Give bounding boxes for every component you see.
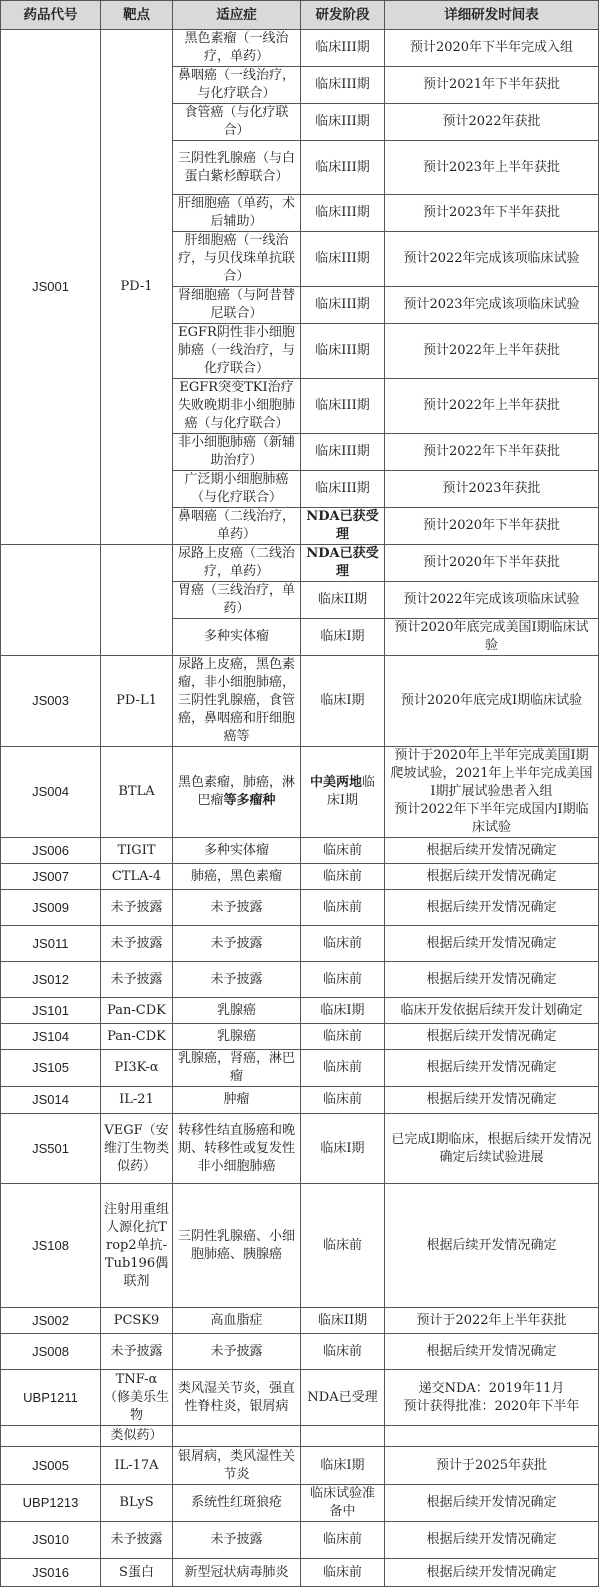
drug-code-cell: JS101 [1, 998, 101, 1024]
phase-cell: 临床III期 [301, 141, 385, 195]
phase-cell: NDA已受理 [301, 1370, 385, 1426]
target-cell: 类似药） [101, 1426, 173, 1447]
drug-code-cell: JS016 [1, 1559, 101, 1587]
timeline-line: 递交NDA：2019年11月 [418, 1380, 565, 1396]
timeline-cell: 预计2020年底完成美国I期临床试验 [385, 619, 599, 656]
target-cell: 未予披露 [101, 962, 173, 998]
timeline-cell: 预计2022年完成该项临床试验 [385, 232, 599, 287]
drug-code-cell: JS006 [1, 838, 101, 864]
timeline-cell [385, 1426, 599, 1447]
timeline-cell: 预计2022年下半年获批 [385, 434, 599, 471]
phase-cell: 临床III期 [301, 67, 385, 104]
target-cell: CTLA-4 [101, 864, 173, 890]
table-row [1, 1024, 599, 1050]
target-cell: 未予披露 [101, 1522, 173, 1559]
phase-cell: 临床II期 [301, 582, 385, 619]
timeline-cell: 预计2023年获批 [385, 471, 599, 508]
drug-code-cell: UBP1211 [1, 1370, 101, 1426]
phase-cell: 临床前 [301, 1559, 385, 1587]
header-drug-code: 药品代号 [1, 1, 101, 30]
timeline-cell: 预计2023年完成该项临床试验 [385, 287, 599, 324]
indication-cell: 肾细胞癌（与阿昔替尼联合） [173, 287, 301, 324]
target-cell: IL-21 [101, 1087, 173, 1114]
timeline-cell: 预计2020年底完成I期临床试验 [385, 656, 599, 747]
target-cell: BLyS [101, 1485, 173, 1522]
timeline-cell: 已完成I期临床，根据后续开发情况确定后续试验进展 [385, 1114, 599, 1184]
timeline-cell: 预计2022年上半年获批 [385, 379, 599, 434]
indication-cell: EGFR突变TKI治疗失败晚期非小细胞肺癌（与化疗联合） [173, 379, 301, 434]
header-target: 靶点 [101, 1, 173, 30]
timeline-cell: 预计于2025年获批 [385, 1447, 599, 1485]
drug-code-cell: JS108 [1, 1184, 101, 1308]
timeline-line: 预计于2020年上半年完成美国I期爬坡试验，2021年上半年完成美国I期扩展试验患者入组 [390, 748, 593, 799]
timeline-cell: 根据后续开发情况确定 [385, 864, 599, 890]
header-indication: 适应症 [173, 1, 301, 30]
target-cell: VEGF（安维汀生物类似药） [101, 1114, 173, 1184]
indication-cell: 尿路上皮癌，黑色素瘤，非小细胞肺癌，三阴性乳腺癌，食管癌，鼻咽癌和肝细胞癌等 [173, 656, 301, 747]
drug-code-cell: JS008 [1, 1334, 101, 1370]
indication-cell: 未予披露 [173, 1522, 301, 1559]
indication-cell: 肿瘤 [173, 1087, 301, 1114]
phase-cell: 临床前 [301, 864, 385, 890]
indication-cell: 三阴性乳腺癌、小细胞肺癌、胰腺癌 [173, 1184, 301, 1308]
timeline-cell: 根据后续开发情况确定 [385, 1024, 599, 1050]
phase-cell: 临床III期 [301, 30, 385, 67]
target-cell: BTLA [101, 747, 173, 838]
phase-cell: 临床III期 [301, 324, 385, 379]
target-cell: TNF-α（修美乐生物 [101, 1370, 173, 1426]
timeline-cell [385, 747, 599, 838]
timeline-cell: 预计于2022年上半年获批 [385, 1308, 599, 1334]
phase-cell: 临床前 [301, 1334, 385, 1370]
phase-region-text: 中美两地 [309, 775, 362, 790]
indication-cell: 鼻咽癌（二线治疗，单药） [173, 508, 301, 545]
timeline-cell [385, 1370, 599, 1426]
drug-code-cell [1, 1426, 101, 1447]
phase-cell: 临床II期 [301, 1308, 385, 1334]
phase-cell: 临床III期 [301, 195, 385, 232]
phase-cell: 临床前 [301, 1087, 385, 1114]
target-cell: PD-L1 [101, 656, 173, 747]
table-row [1, 1050, 599, 1087]
header-phase: 研发阶段 [301, 1, 385, 30]
drug-code-cell: UBP1213 [1, 1485, 101, 1522]
indication-cell: 乳腺癌 [173, 1024, 301, 1050]
drug-code-cell: JS501 [1, 1114, 101, 1184]
target-cell: 未予披露 [101, 890, 173, 926]
timeline-cell: 根据后续开发情况确定 [385, 1334, 599, 1370]
table-row [1, 545, 599, 582]
table-row [1, 1087, 599, 1114]
indication-cell: 多种实体瘤 [173, 838, 301, 864]
timeline-line: 预计2022年下半年完成国内I期临床试验 [394, 802, 589, 835]
table-row [1, 998, 599, 1024]
timeline-cell: 根据后续开发情况确定 [385, 926, 599, 962]
table-row [1, 1184, 599, 1308]
phase-cell [301, 1426, 385, 1447]
phase-cell [301, 747, 385, 838]
phase-cell: 临床前 [301, 926, 385, 962]
drug-code-cell: JS009 [1, 890, 101, 926]
drug-code-cell: JS004 [1, 747, 101, 838]
table-row [1, 1114, 599, 1184]
indication-cell: 乳腺癌 [173, 998, 301, 1024]
drug-code-cell [1, 545, 101, 656]
table-row [1, 864, 599, 890]
indication-cell: 广泛期小细胞肺癌（与化疗联合） [173, 471, 301, 508]
phase-cell: 临床III期 [301, 471, 385, 508]
timeline-cell: 预计2023年下半年获批 [385, 195, 599, 232]
drug-code-cell: JS001 [1, 30, 101, 545]
timeline-cell: 预计2020年下半年获批 [385, 545, 599, 582]
target-cell: TIGIT [101, 838, 173, 864]
timeline-line: 预计获得批准：2020年下半年 [403, 1398, 580, 1414]
table-row [1, 838, 599, 864]
drug-code-cell: JS011 [1, 926, 101, 962]
drug-code-cell: JS010 [1, 1522, 101, 1559]
phase-cell: 临床前 [301, 1050, 385, 1087]
phase-cell: 临床III期 [301, 104, 385, 141]
target-cell: PI3K-α [101, 1050, 173, 1087]
indication-cell: EGFR阴性非小细胞肺癌（一线治疗，与化疗联合） [173, 324, 301, 379]
indication-cell: 类风湿关节炎，强直性脊柱炎，银屑病 [173, 1370, 301, 1426]
phase-cell: 临床I期 [301, 656, 385, 747]
indication-cell: 转移性结直肠癌和晚期、转移性或复发性非小细胞肺癌 [173, 1114, 301, 1184]
target-cell: 注射用重组人源化抗Trop2单抗-Tub196偶联剂 [101, 1184, 173, 1308]
header-timeline: 详细研发时间表 [385, 1, 599, 30]
phase-cell: NDA已获受理 [301, 508, 385, 545]
indication-cell: 鼻咽癌（一线治疗，与化疗联合） [173, 67, 301, 104]
timeline-cell: 预计2021年下半年获批 [385, 67, 599, 104]
table-row [1, 747, 599, 838]
timeline-cell: 临床开发依据后续开发计划确定 [385, 998, 599, 1024]
indication-cell: 非小细胞肺癌（新辅助治疗） [173, 434, 301, 471]
phase-cell: 临床前 [301, 962, 385, 998]
phase-cell: 临床前 [301, 838, 385, 864]
target-cell: PCSK9 [101, 1308, 173, 1334]
table-row [1, 1308, 599, 1334]
target-cell: PD-1 [101, 30, 173, 545]
indication-cell: 未予披露 [173, 1334, 301, 1370]
phase-cell: 临床III期 [301, 287, 385, 324]
indication-cell: 高血脂症 [173, 1308, 301, 1334]
timeline-cell: 预计2020年下半年完成入组 [385, 30, 599, 67]
table-row [1, 1370, 599, 1426]
indication-bold-text: 等多瘤种 [223, 793, 276, 808]
phase-cell: 临床III期 [301, 434, 385, 471]
table-row [1, 890, 599, 926]
table-row [1, 1447, 599, 1485]
indication-cell: 系统性红斑狼疮 [173, 1485, 301, 1522]
timeline-cell: 预计2022年获批 [385, 104, 599, 141]
table-row [1, 1559, 599, 1587]
drug-code-cell: JS005 [1, 1447, 101, 1485]
table-header-row [1, 1, 599, 30]
indication-cell [173, 1426, 301, 1447]
target-cell: Pan-CDK [101, 998, 173, 1024]
timeline-cell: 根据后续开发情况确定 [385, 1559, 599, 1587]
timeline-cell: 根据后续开发情况确定 [385, 838, 599, 864]
indication-cell: 未予披露 [173, 890, 301, 926]
timeline-cell: 预计2022年上半年获批 [385, 324, 599, 379]
table-row [1, 1485, 599, 1522]
table-body [1, 30, 599, 1587]
timeline-cell: 根据后续开发情况确定 [385, 1485, 599, 1522]
timeline-cell: 预计2020年下半年获批 [385, 508, 599, 545]
phase-cell: 临床试验准备中 [301, 1485, 385, 1522]
indication-cell: 肺癌，黑色素瘤 [173, 864, 301, 890]
phase-cell: 临床前 [301, 890, 385, 926]
indication-cell: 未予披露 [173, 926, 301, 962]
timeline-cell: 根据后续开发情况确定 [385, 962, 599, 998]
timeline-cell: 预计2023年上半年获批 [385, 141, 599, 195]
timeline-cell: 根据后续开发情况确定 [385, 1184, 599, 1308]
timeline-cell: 根据后续开发情况确定 [385, 1050, 599, 1087]
indication-cell: 肝细胞癌（一线治疗，与贝伐珠单抗联合） [173, 232, 301, 287]
indication-cell: 食管癌（与化疗联合） [173, 104, 301, 141]
phase-cell: 临床III期 [301, 379, 385, 434]
indication-cell: 肝细胞癌（单药，术后辅助） [173, 195, 301, 232]
indication-cell: 多种实体瘤 [173, 619, 301, 656]
table-row [1, 1334, 599, 1370]
indication-cell: 胃癌（三线治疗，单药） [173, 582, 301, 619]
table-row [1, 1426, 599, 1447]
target-cell [101, 545, 173, 656]
drug-code-cell: JS105 [1, 1050, 101, 1087]
target-cell: 未予披露 [101, 1334, 173, 1370]
phase-cell: 临床I期 [301, 1114, 385, 1184]
target-cell: IL-17A [101, 1447, 173, 1485]
indication-cell: 乳腺癌，肾癌，淋巴瘤 [173, 1050, 301, 1087]
phase-cell: 临床前 [301, 1522, 385, 1559]
indication-cell: 尿路上皮癌（二线治疗，单药） [173, 545, 301, 582]
phase-cell: NDA已获受理 [301, 545, 385, 582]
drug-code-cell: JS012 [1, 962, 101, 998]
phase-text: 临床I期 [326, 775, 376, 808]
timeline-cell: 根据后续开发情况确定 [385, 1522, 599, 1559]
phase-cell: 临床III期 [301, 232, 385, 287]
table-row [1, 656, 599, 747]
indication-cell: 黑色素瘤（一线治疗，单药） [173, 30, 301, 67]
phase-cell: 临床前 [301, 1184, 385, 1308]
target-cell: S蛋白 [101, 1559, 173, 1587]
table-row [1, 30, 599, 67]
drug-code-cell: JS104 [1, 1024, 101, 1050]
phase-cell: 临床I期 [301, 1447, 385, 1485]
indication-cell: 新型冠状病毒肺炎 [173, 1559, 301, 1587]
drug-code-cell: JS003 [1, 656, 101, 747]
drug-code-cell: JS014 [1, 1087, 101, 1114]
indication-cell: 三阴性乳腺癌（与白蛋白紫杉醇联合） [173, 141, 301, 195]
table-row [1, 962, 599, 998]
drug-code-cell: JS007 [1, 864, 101, 890]
indication-cell: 未予披露 [173, 962, 301, 998]
phase-cell: 临床I期 [301, 998, 385, 1024]
timeline-cell: 根据后续开发情况确定 [385, 890, 599, 926]
phase-cell: 临床前 [301, 1024, 385, 1050]
timeline-cell: 根据后续开发情况确定 [385, 1087, 599, 1114]
indication-cell [173, 747, 301, 838]
target-cell: 未予披露 [101, 926, 173, 962]
table-row [1, 1522, 599, 1559]
drug-code-cell: JS002 [1, 1308, 101, 1334]
target-cell: Pan-CDK [101, 1024, 173, 1050]
timeline-cell: 预计2022年完成该项临床试验 [385, 582, 599, 619]
phase-cell: 临床I期 [301, 619, 385, 656]
indication-text: 黑色素瘤，肺癌，淋巴瘤 [177, 775, 295, 808]
table-row [1, 926, 599, 962]
indication-cell: 银屑病，类风湿性关节炎 [173, 1447, 301, 1485]
